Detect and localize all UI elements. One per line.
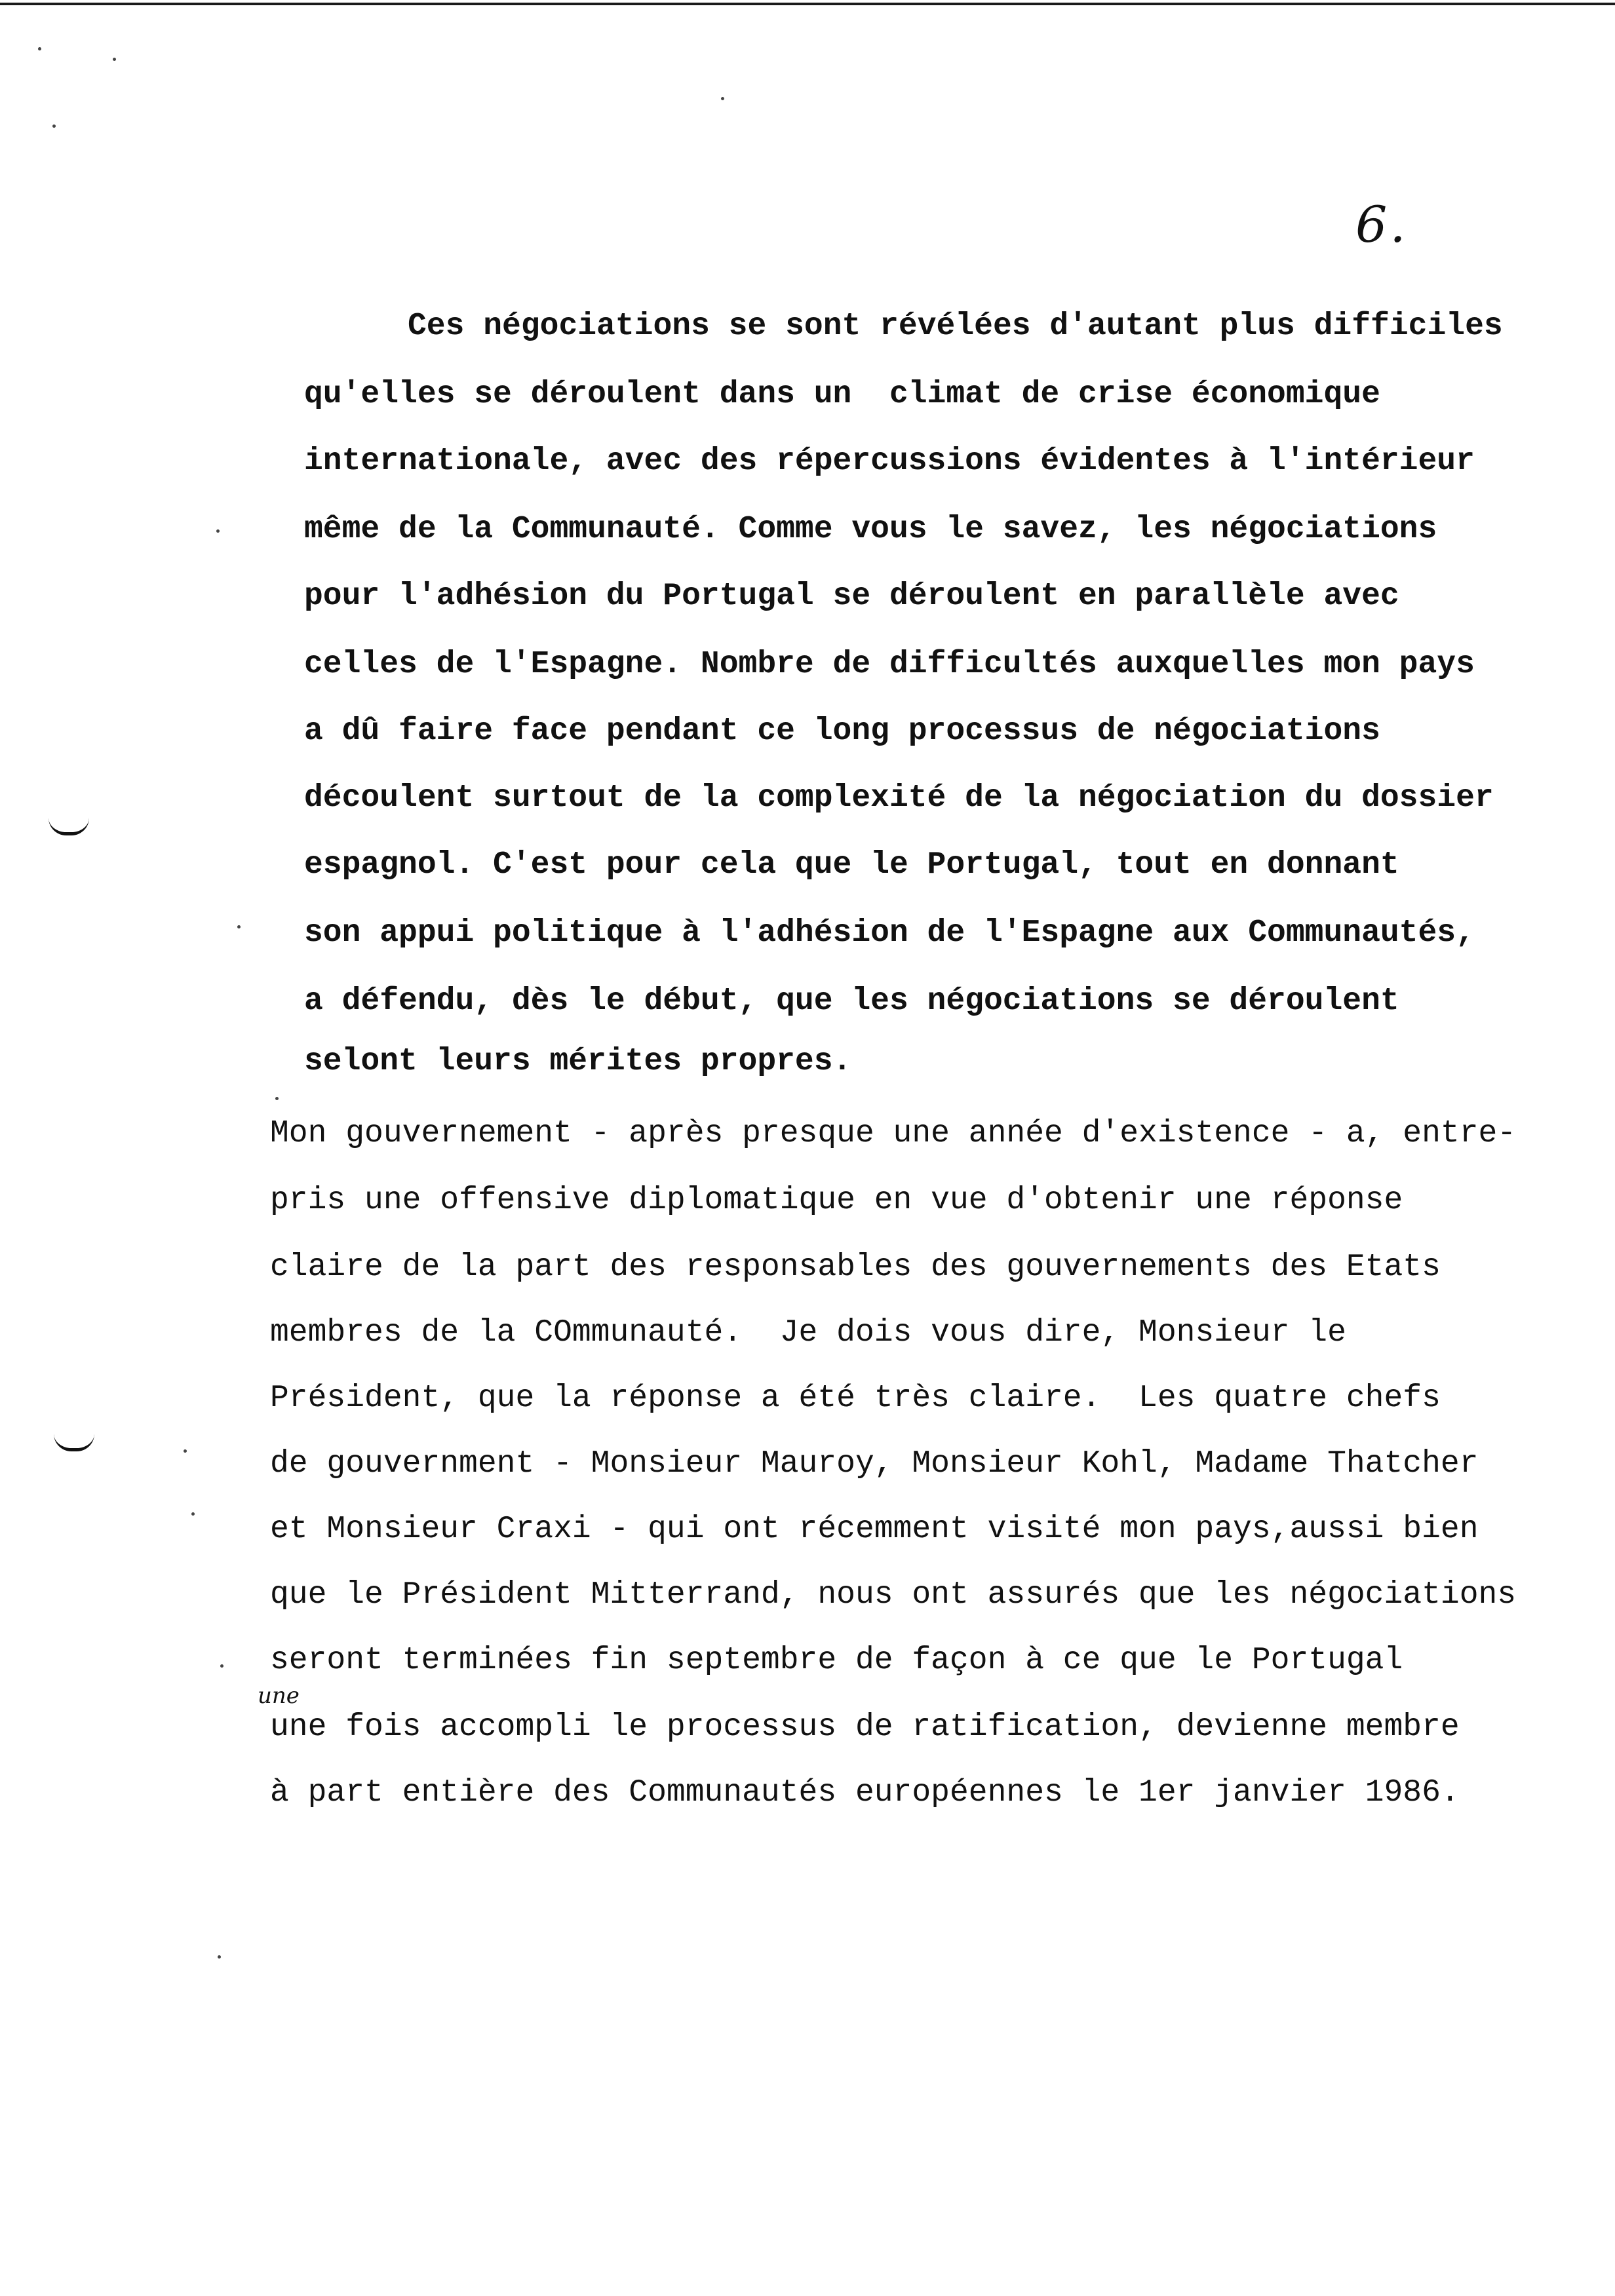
top-border-rule xyxy=(0,3,1615,5)
scan-speck xyxy=(52,124,56,128)
scan-speck xyxy=(216,529,220,533)
text-line: Mon gouvernement - après presque une année d'existence - a, entre- xyxy=(270,1116,1517,1151)
text-line: pris une offensive diplomatique en vue d'obtenir une réponse xyxy=(270,1183,1403,1218)
margin-tick-mark xyxy=(49,818,89,835)
text-line: a dû faire face pendant ce long processus de négociations xyxy=(304,714,1380,749)
page-number: 6. xyxy=(1355,195,1409,254)
text-line: une fois accompli le processus de ratification, devienne membre xyxy=(270,1710,1460,1745)
text-line: pour l'adhésion du Portugal se déroulent en parallèle avec xyxy=(304,579,1399,614)
scan-speck xyxy=(38,47,41,50)
text-line: que le Président Mitterrand, nous ont assurés que les négociations xyxy=(270,1577,1517,1613)
text-line: membres de la COmmunauté. Je dois vous dire, Monsieur le xyxy=(270,1315,1346,1350)
scan-speck xyxy=(113,58,116,61)
text-line: celles de l'Espagne. Nombre de difficultés auxquelles mon pays xyxy=(304,647,1475,682)
text-line: a défendu, dès le début, que les négociations se déroulent xyxy=(304,984,1399,1019)
text-line: internationale, avec des répercussions évidentes à l'intérieur xyxy=(304,444,1475,479)
text-line: même de la Communauté. Comme vous le savez, les négociations xyxy=(304,512,1437,547)
handwritten-correction: une xyxy=(258,1683,300,1709)
text-line: et Monsieur Craxi - qui ont récemment visité mon pays,aussi bien xyxy=(270,1512,1479,1547)
scan-speck xyxy=(218,1955,221,1959)
text-line: Ces négociations se sont révélées d'autant plus difficiles xyxy=(408,309,1503,344)
scan-speck xyxy=(191,1512,195,1516)
scan-speck xyxy=(220,1664,224,1668)
text-line: Président, que la réponse a été très claire. Les quatre chefs xyxy=(270,1381,1441,1416)
scan-speck xyxy=(275,1097,279,1100)
scan-speck xyxy=(237,925,241,928)
scan-speck xyxy=(184,1449,187,1453)
text-line: de gouvernment - Monsieur Mauroy, Monsieur Kohl, Madame Thatcher xyxy=(270,1446,1479,1482)
text-line: seront terminées fin septembre de façon à ce que le Portugal xyxy=(270,1643,1403,1678)
margin-tick-mark xyxy=(54,1434,94,1451)
text-line: selont leurs mérites propres. xyxy=(304,1044,852,1079)
text-line: qu'elles se déroulent dans un climat de crise économique xyxy=(304,377,1380,412)
scan-speck xyxy=(721,97,724,100)
text-line: à part entière des Communautés européennes le 1er janvier 1986. xyxy=(270,1775,1460,1810)
text-line: claire de la part des responsables des gouvernements des Etats xyxy=(270,1250,1441,1285)
text-line: découlent surtout de la complexité de la négociation du dossier xyxy=(304,780,1494,816)
text-line: son appui politique à l'adhésion de l'Espagne aux Communautés, xyxy=(304,915,1475,951)
text-line: espagnol. C'est pour cela que le Portugal, tout en donnant xyxy=(304,847,1399,883)
